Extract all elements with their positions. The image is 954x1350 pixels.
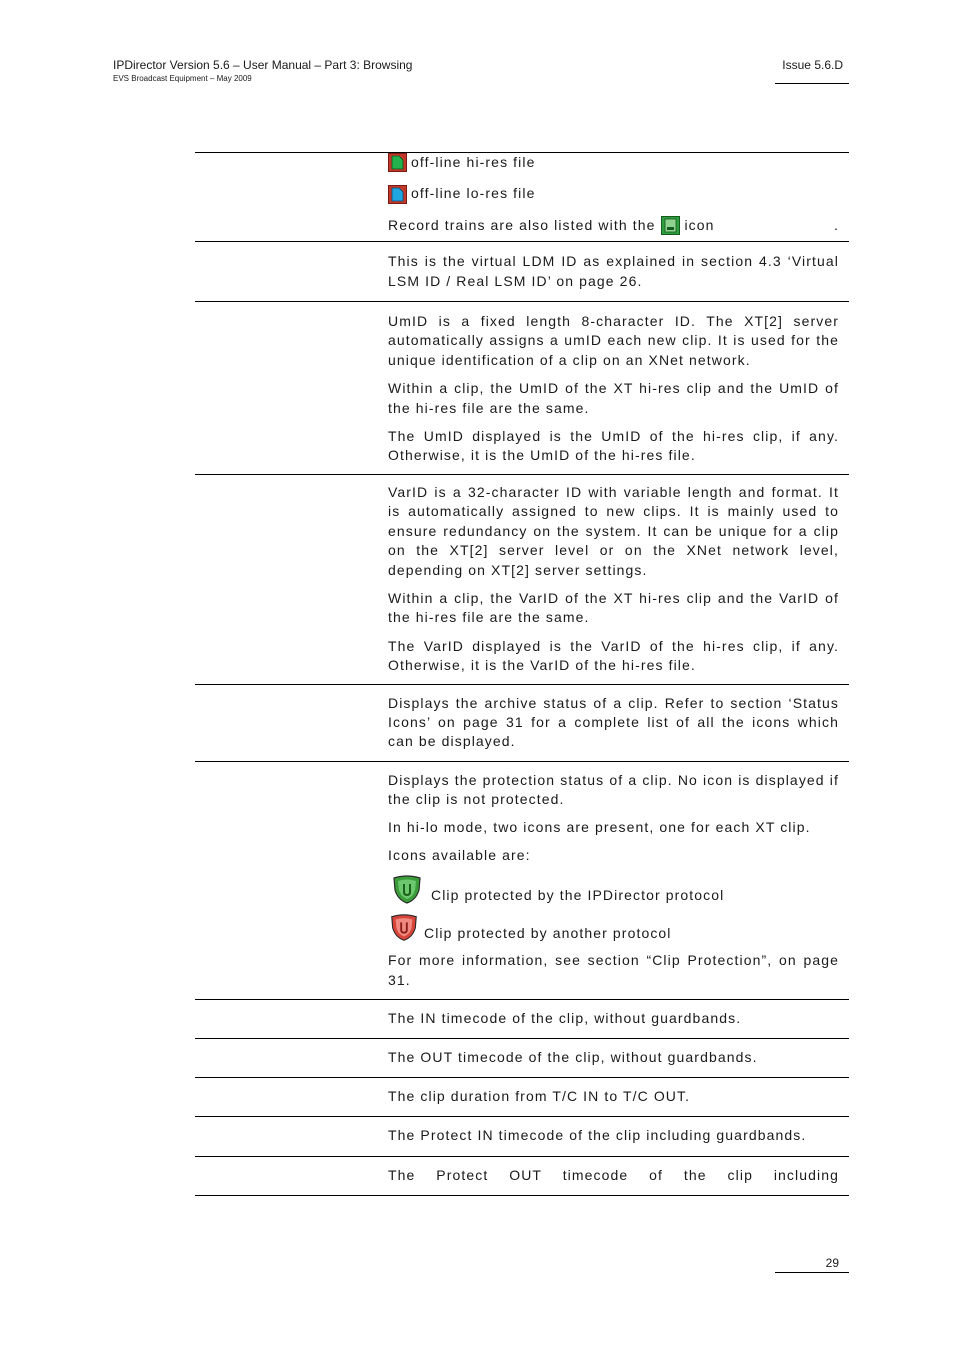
record-train-text: Record trains are also listed with the <box>388 216 656 233</box>
record-train-icon <box>661 216 680 235</box>
manual-title: IPDirector Version 5.6 – User Manual – Part 3: Browsing <box>113 58 413 72</box>
list-item <box>388 184 839 203</box>
record-train-suffix: icon <box>684 216 715 233</box>
protection-more: For more information, see section “Clip Protection”, on page 31. <box>388 952 839 988</box>
shield-green-icon <box>390 875 424 905</box>
varid-paragraph: The VarID displayed is the VarID of the hi-res clip, if any. Otherwise, it is the VarID of the hi-res file. <box>388 637 839 674</box>
field-description-table <box>195 152 849 1196</box>
hires-file-label: off-line hi-res file <box>411 154 536 170</box>
manual-subtitle: EVS Broadcast Equipment – May 2009 <box>113 74 252 83</box>
archive-description: Displays the archive status of a clip. Refer to section ‘Status Icons’ on page 31 for a complete list of all the icons which can be displayed. <box>388 694 839 750</box>
list-item <box>388 216 839 235</box>
shield-red-icon <box>388 913 420 943</box>
list-item <box>388 153 839 172</box>
lores-file-label: off-line lo-res file <box>411 185 536 202</box>
protection-available: Icons available are: <box>388 846 531 863</box>
other-protocol-label: Clip protected by another protocol <box>424 924 672 941</box>
protect-out-description: The Protect OUT timecode of the clip including <box>388 1166 839 1183</box>
protection-intro: Displays the protection status of a clip. No icon is displayed if the clip is not protected. <box>388 771 839 808</box>
table-row <box>195 762 849 1000</box>
duration-description: The clip duration from T/C IN to T/C OUT. <box>388 1088 691 1104</box>
umid-paragraph: UmID is a fixed length 8-character ID. The XT[2] server automatically assigns a umID each new clip. It is used for the unique identification of a clip on an XNet network. <box>388 313 839 368</box>
offline-hires-file-icon <box>388 153 407 172</box>
tc-out-description: The OUT timecode of the clip, without guardbands. <box>388 1048 758 1065</box>
list-item <box>388 913 839 943</box>
table-row <box>195 475 849 685</box>
varid-paragraph: VarID is a 32-character ID with variable length and format. It is automatically assigned to new clips. It is mainly used to ensure redundancy on the system. It can be unique for a clip on the XT[2] server level or on the XNet network level, depending on XT[2] server settings. <box>388 483 839 578</box>
table-row <box>195 302 849 475</box>
table-row <box>195 1000 849 1038</box>
varid-paragraph: Within a clip, the VarID of the XT hi-res clip and the VarID of the hi-res file are the same. <box>388 589 839 626</box>
ldm-description: This is the virtual LDM ID as explained in section 4.3 ‘Virtual LSM ID / Real LSM ID’ on page 26. <box>388 253 839 289</box>
page-number: 29 <box>825 1256 839 1270</box>
table-row <box>195 242 849 302</box>
page-header <box>113 58 412 84</box>
protect-in-description: The Protect IN timecode of the clip including guardbands. <box>388 1127 807 1144</box>
list-item <box>388 875 839 905</box>
protection-hilo: In hi-lo mode, two icons are present, one for each XT clip. <box>388 818 811 835</box>
header-divider <box>775 83 849 84</box>
table-row <box>195 1157 849 1196</box>
umid-paragraph: Within a clip, the UmID of the XT hi-res clip and the UmID of the hi-res file are the same. <box>388 380 839 416</box>
table-row <box>195 153 849 242</box>
table-row <box>195 685 849 762</box>
table-row <box>195 1117 849 1156</box>
issue-label: Issue 5.6.D <box>782 58 843 72</box>
table-row <box>195 1039 849 1078</box>
table-row <box>195 1078 849 1117</box>
offline-lores-file-icon <box>388 185 407 204</box>
ipd-protocol-label: Clip protected by the IPDirector protocol <box>431 886 725 903</box>
trailing-dot: . <box>834 216 839 233</box>
tc-in-description: The IN timecode of the clip, without guardbands. <box>388 1010 742 1027</box>
footer-divider <box>775 1272 849 1273</box>
umid-paragraph: The UmID displayed is the UmID of the hi-res clip, if any. Otherwise, it is the UmID of the hi-res file. <box>388 428 839 464</box>
